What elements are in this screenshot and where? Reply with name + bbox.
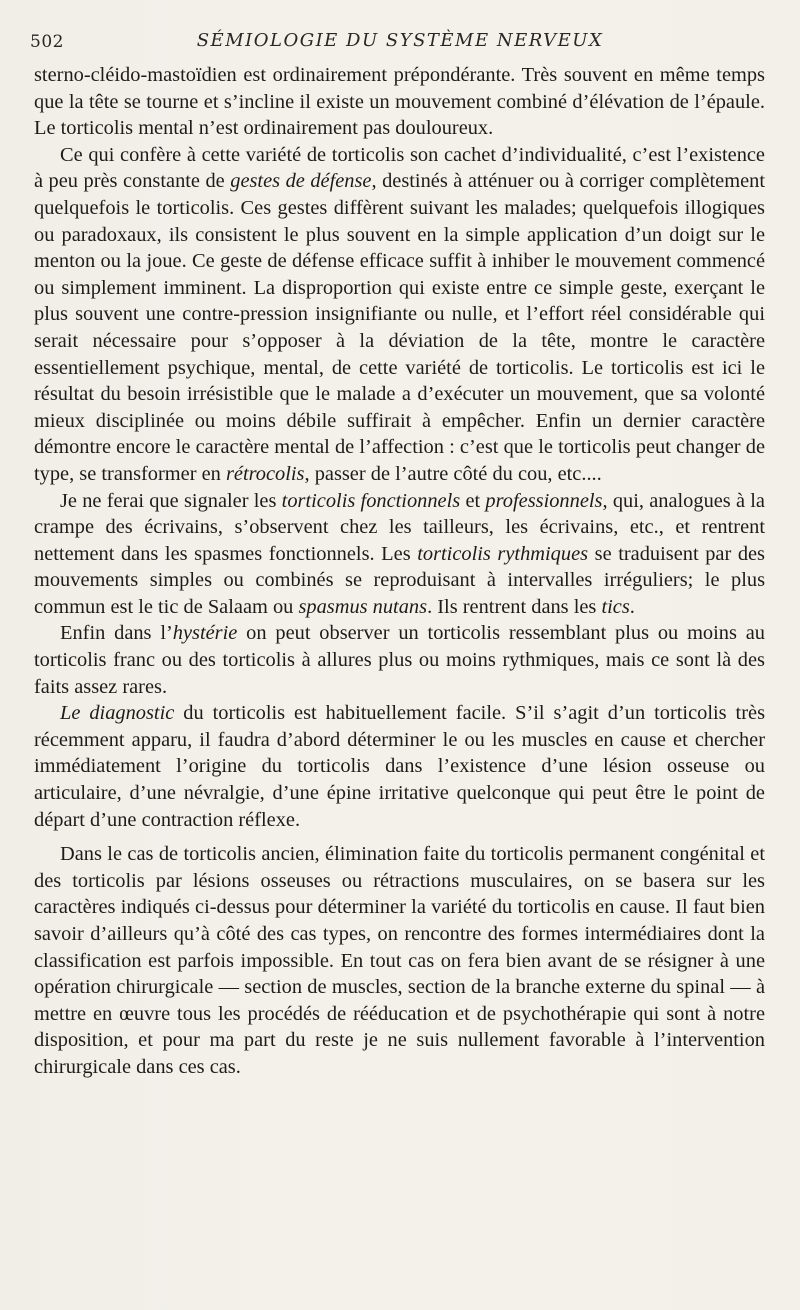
paragraph	[34, 62, 765, 142]
text-run: , qui, analogues à la crampe des écrivains, s’observent chez les tailleurs, les écrivains, etc., et rentrent nettement dans les spasmes fonctionnels. Les	[34, 489, 765, 565]
text-run: du torticolis est habituellement facile. S’il s’agit d’un torticolis très récemment apparu, il faudra d’abord déterminer le ou les muscles en cause et chercher immédiatement l’origine du torticolis dans l’existence d’une lésion osseuse ou articulaire, d’une névralgie, d’une épine irritative quelconque qui peut être le point de départ d’une contraction réflexe.	[34, 702, 765, 831]
paragraph	[34, 841, 765, 1080]
text-run: se traduisent par des mouvements simples ou combinés se reproduisant à intervalles irréguliers; le plus commun est le tic de Salaam ou	[34, 542, 765, 618]
italic-text: rétrocolis	[225, 462, 305, 485]
italic-text: tics	[601, 595, 630, 618]
paragraph	[34, 488, 765, 621]
text-run: Ce qui confère à cette variété de torticolis son cachet d’individualité, c’est l’existence à peu près constante de	[34, 143, 765, 193]
paragraph	[34, 142, 765, 488]
italic-text: spasmus nutans	[298, 595, 428, 618]
italic-text: professionnels	[485, 489, 603, 512]
text-run: Je ne ferai que signaler les	[60, 489, 282, 512]
body-text	[34, 62, 765, 1081]
running-head-title: SÉMIOLOGIE DU SYSTÈME NERVEUX	[196, 30, 604, 51]
text-run: on peut observer un torticolis ressemblant plus ou moins au torticolis franc ou des torticolis à allures plus ou moins rythmiques, mais ce sont là des faits assez rares.	[34, 622, 765, 698]
italic-text: gestes de défense	[230, 170, 372, 193]
page-number: 502	[30, 32, 64, 52]
italic-text: torticolis rythmiques	[417, 542, 589, 565]
italic-text: torticolis fonctionnels	[281, 489, 461, 512]
running-head	[30, 30, 770, 54]
paragraph	[34, 700, 765, 833]
text-run: Dans le cas de torticolis ancien, élimination faite du torticolis permanent congénital et des torticolis par lésions osseuses ou rétractions musculaires, on se basera sur les caractères indiqués ci-dessus pour déterminer la variété du torticolis en cause. Il faut bien savoir d’ailleurs qu’à côté des cas types, on rencontre des formes intermédiaires dont la classification est parfois impossible. En tout cas on fera bien avant de se résigner à une opération chirurgicale — section de muscles, section de la branche externe du spinal — à mettre en œuvre tous les procédés de rééducation et de psychothérapie qui sont à notre disposition, et pour ma part du reste je ne suis nullement favorable à l’intervention chirurgicale dans ces cas.	[34, 843, 765, 1078]
italic-text: Le diagnostic	[60, 702, 175, 725]
text-run: , destinés à atténuer ou à corriger complètement quelquefois le torticolis. Ces gestes diffèrent suivant les malades; quelquefois illogiques ou paradoxaux, ils consistent le plus souvent en la simple application d’un doigt sur le menton ou la joue. Ce geste de défense efficace suffit à inhiber le mouvement commencé ou simplement imminent. La disproportion qui existe entre ce simple geste, exerçant le plus souvent une contre-pression insignifiante ou nulle, et l’effort réel considérable qui serait nécessaire pour s’opposer à la déviation de la tête, montre le caractère essentiellement psychique, mental, de cette variété de torticolis. Le torticolis est ici le résultat du besoin irrésistible que le malade a d’exécuter un mouvement, que sa volonté mieux disciplinée ou moins débile suffirait à empêcher. Enfin un dernier caractère démontre encore le caractère mental de l’affection : c’est que le torticolis peut changer de type, se transformer en	[34, 170, 765, 485]
paragraph	[34, 620, 765, 700]
text-run: sterno-cléido-mastoïdien est ordinairement prépondérante. Très souvent en même temps que la tête se tourne et s’incline il existe un mouvement combiné d’élévation de l’épaule. Le torticolis mental n’est ordinairement pas douloureux.	[34, 64, 765, 140]
text-run: , passer de l’autre côté du cou, etc....	[304, 462, 602, 485]
text-run: et	[460, 489, 486, 512]
text-run: Enfin dans l’	[60, 622, 173, 645]
italic-text: hystérie	[172, 622, 238, 645]
text-run: .	[629, 595, 635, 618]
text-run: . Ils rentrent dans les	[427, 595, 602, 618]
